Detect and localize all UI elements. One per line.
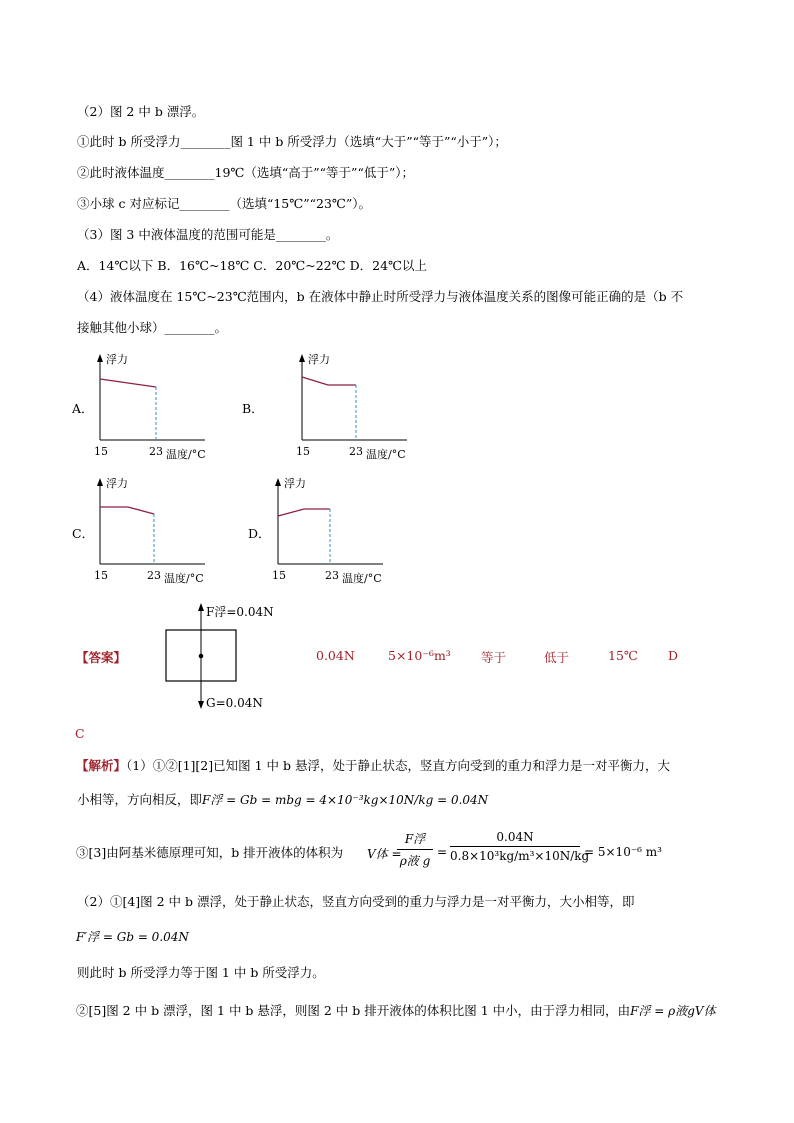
answer-4: 低于 <box>544 650 570 665</box>
graph-c-x23: 23 <box>147 569 161 582</box>
graph-d-curve <box>278 509 330 516</box>
analysis-label: 【解析】 <box>76 758 127 773</box>
graph-c-label: C． <box>72 526 95 541</box>
graph-b <box>292 350 422 465</box>
q2-item3: ③小球 c 对应标记________（选填“15℃”“23℃”）。 <box>77 196 372 211</box>
q4-stem-line1: （4）液体温度在 15℃~23℃范围内，b 在液体中静止时所受浮力与液体温度关系的图像可能正确的是（b 不 <box>77 289 684 304</box>
graph-b-x15: 15 <box>296 445 310 458</box>
q4-stem-line2: 接触其他小球）________。 <box>77 320 228 335</box>
analysis-p2-v: V体 = <box>367 847 402 861</box>
analysis-p1a-row <box>76 758 670 774</box>
analysis-p6-text: ②[5]图 2 中 b 漂浮，图 1 中 b 悬浮，则图 2 中 b 排开液体的体积比图 1 中小，由于浮力相同，由 <box>76 1003 631 1018</box>
graph-c-ylabel: 浮力 <box>106 477 128 490</box>
graph-a-label: A． <box>72 401 94 416</box>
graph-a-xlabel: 温度/°C <box>166 448 206 461</box>
frac1-den: ρ液 g <box>399 854 431 868</box>
analysis-p1b-formula: F浮 = Gb = mbg = 4×10⁻³kg×10N/kg = 0.04N <box>202 793 489 807</box>
analysis-p3: （2）①[4]图 2 中 b 漂浮，处于静止状态，竖直方向受到的重力与浮力是一对平衡力，大小相等，即 <box>77 894 635 909</box>
force-down-label: G=0.04N <box>206 696 263 710</box>
frac1-num: F浮 <box>404 832 426 846</box>
analysis-p2-res: = 5×10⁻⁶ m³ <box>584 845 662 859</box>
graph-d-x23: 23 <box>325 569 339 582</box>
q2-item1: ①此时 b 所受浮力________图 1 中 b 所受浮力（选填“大于”“等于”“小于”）； <box>77 134 507 149</box>
graph-c-x15: 15 <box>94 569 108 582</box>
frac2-num: 0.04N <box>496 830 534 844</box>
force-diagram <box>160 600 290 715</box>
answer-label: 【答案】 <box>76 650 127 665</box>
graph-d <box>268 474 398 589</box>
graph-b-label: B． <box>242 401 264 416</box>
graph-c <box>90 474 220 589</box>
analysis-p6-formula: F浮 = ρ液gV体 <box>630 1004 716 1018</box>
answer-2: 5×10⁻⁶m³ <box>388 648 451 663</box>
frac2-den: 0.8×10³kg/m³×10N/kg <box>450 849 590 863</box>
graph-b-ylabel: 浮力 <box>308 353 330 366</box>
q2-intro: （2）图 2 中 b 漂浮。 <box>77 104 205 119</box>
graph-c-curve <box>100 507 154 514</box>
answer-6: D <box>668 648 679 663</box>
answer-3: 等于 <box>481 650 507 665</box>
analysis-p2-text: ③[3]由阿基米德原理可知，b 排开液体的体积为 <box>76 845 344 860</box>
answer-1: 0.04N <box>316 648 355 663</box>
answer-7: C <box>75 726 85 741</box>
analysis-p5: 则此时 b 所受浮力等于图 1 中 b 所受浮力。 <box>77 965 325 980</box>
analysis-p1a: （1）①②[1][2]已知图 1 中 b 悬浮，处于静止状态，竖直方向受到的重力和浮力是一对平衡力，大 <box>126 758 670 773</box>
q2-item2: ②此时液体温度________19℃（选填“高于”“等于”“低于”）； <box>77 165 414 180</box>
analysis-p1b-text: 小相等，方向相反，即 <box>77 792 203 807</box>
graph-b-x23: 23 <box>349 445 363 458</box>
graph-d-xlabel: 温度/°C <box>342 572 382 585</box>
q3-options: A．14℃以下 B．16℃~18℃ C．20℃~22℃ D．24℃以上 <box>77 258 428 273</box>
graph-a-x15: 15 <box>94 445 108 458</box>
analysis-p1b-row <box>77 792 488 808</box>
graph-c-xlabel: 温度/°C <box>164 572 204 585</box>
graph-b-xlabel: 温度/°C <box>366 448 406 461</box>
answer-5: 15℃ <box>608 648 638 663</box>
q3-stem: （3）图 3 中液体温度的范围可能是________。 <box>77 227 339 242</box>
graph-d-x15: 15 <box>272 569 286 582</box>
graph-b-curve <box>302 377 356 385</box>
graph-d-ylabel: 浮力 <box>284 477 306 490</box>
graph-a-curve <box>100 379 156 387</box>
graph-a-x23: 23 <box>149 445 163 458</box>
analysis-frac1 <box>397 830 433 869</box>
force-up-label: F浮=0.04N <box>206 605 274 619</box>
analysis-p4: F′浮 = Gb = 0.04N <box>76 930 189 944</box>
analysis-frac2 <box>450 830 590 863</box>
graph-a <box>90 350 220 465</box>
graph-a-ylabel: 浮力 <box>106 353 128 366</box>
graph-d-label: D． <box>248 526 271 541</box>
analysis-p6-row <box>76 1003 716 1019</box>
analysis-p2-eq: = <box>437 845 448 859</box>
